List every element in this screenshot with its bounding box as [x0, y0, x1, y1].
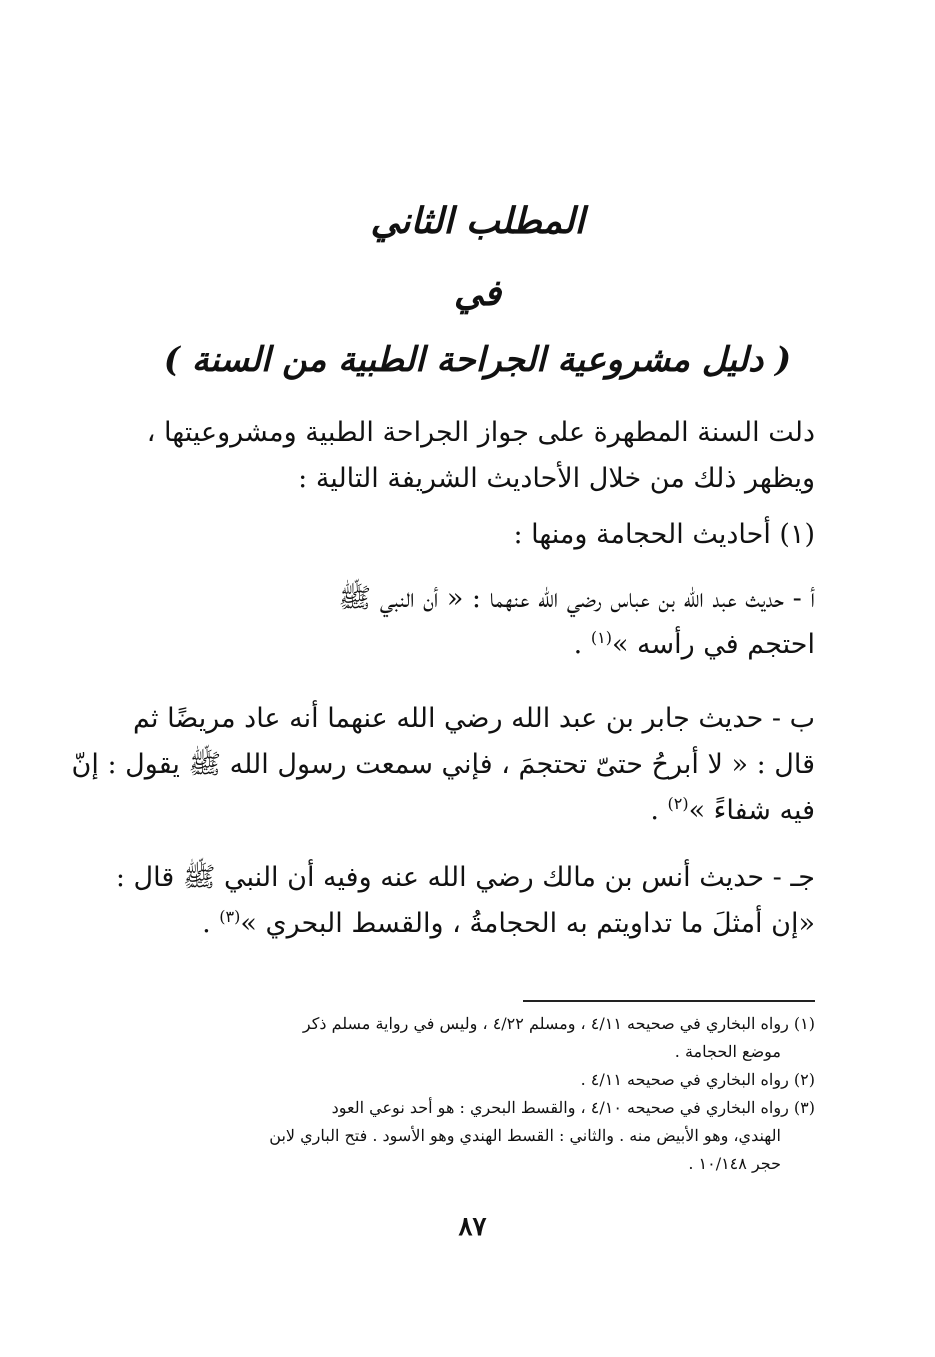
hadith-text: احتجم في رأسه »: [611, 629, 815, 660]
footnote-divider: [523, 1000, 815, 1002]
hadith-line: قال : « لا أبرحُ حتىّ تحتجمَ ، فإني سمعت رسول الله ﷺ يقول : إنّ: [71, 749, 815, 780]
hadith-end: .: [573, 629, 591, 660]
hadith-c-paragraph: [115, 855, 815, 947]
hadith-b-paragraph: [71, 696, 815, 834]
footnote-ref[interactable]: (٢): [667, 794, 689, 813]
hadith-line: [115, 622, 815, 668]
intro-line: دلت السنة المطهرة على جواز الجراحة الطبية ومشروعيتها ،: [146, 417, 815, 448]
hadith-a-paragraph: [115, 576, 815, 668]
hadith-line: [115, 788, 815, 834]
page-number: ٨٧: [458, 1212, 487, 1242]
hadith-end: .: [650, 795, 668, 826]
footnote-2: (٢) رواه البخاري في صحيحه ٤/١١ .: [580, 1070, 815, 1089]
section-subtitle: ( دليل مشروعية الجراحة الطبية من السنة ): [163, 340, 792, 380]
list-heading-text: (١) أحاديث الحجامة ومنها :: [513, 519, 815, 550]
footnote-3-continued: الهندي، وهو الأبيض منه . والثاني : القسط الهندي وهو الأسود . فتح الباري لابن: [269, 1126, 781, 1145]
hadith-line: جـ - حديث أنس بن مالك رضي الله عنه وفيه أن النبي ﷺ قال :: [115, 862, 815, 893]
hadith-line: ب - حديث جابر بن عبد الله رضي الله عنهما أنه عاد مريضًا ثم: [133, 703, 815, 734]
hadith-line: أ - حديث عبد الله بن عباس رضي الله عنهما : « أن النبي ﷺ: [338, 583, 815, 614]
footnote-ref[interactable]: (٣): [219, 907, 241, 926]
footnote-1-continued: موضع الحجامة .: [674, 1042, 781, 1061]
hadith-line: [115, 901, 815, 947]
footnote-1: (١) رواه البخاري في صحيحه ٤/١١ ، ومسلم ٤/٢٢ ، وليس في رواية مسلم ذكر: [302, 1014, 815, 1033]
list-heading: [115, 512, 815, 558]
intro-paragraph: [115, 410, 815, 502]
footnotes: [115, 1010, 815, 1178]
section-title: المطلب الثاني: [370, 200, 585, 242]
footnote-ref[interactable]: (١): [590, 628, 612, 647]
intro-line: ويظهر ذلك من خلال الأحاديث الشريفة التالية :: [298, 463, 815, 494]
footnote-3: (٣) رواه البخاري في صحيحه ٤/١٠ ، والقسط البحري : هو أحد نوعي العود: [331, 1098, 815, 1117]
footnote-3-continued: حجر ١٠/١٤٨ .: [688, 1154, 781, 1173]
hadith-text: «إن أمثلَ ما تداويتم به الحجامةُ ، والقسط البحري »: [240, 908, 815, 939]
hadith-end: .: [202, 908, 220, 939]
hadith-text: فيه شفاءً »: [688, 795, 815, 826]
section-title-connector: في: [453, 272, 502, 314]
